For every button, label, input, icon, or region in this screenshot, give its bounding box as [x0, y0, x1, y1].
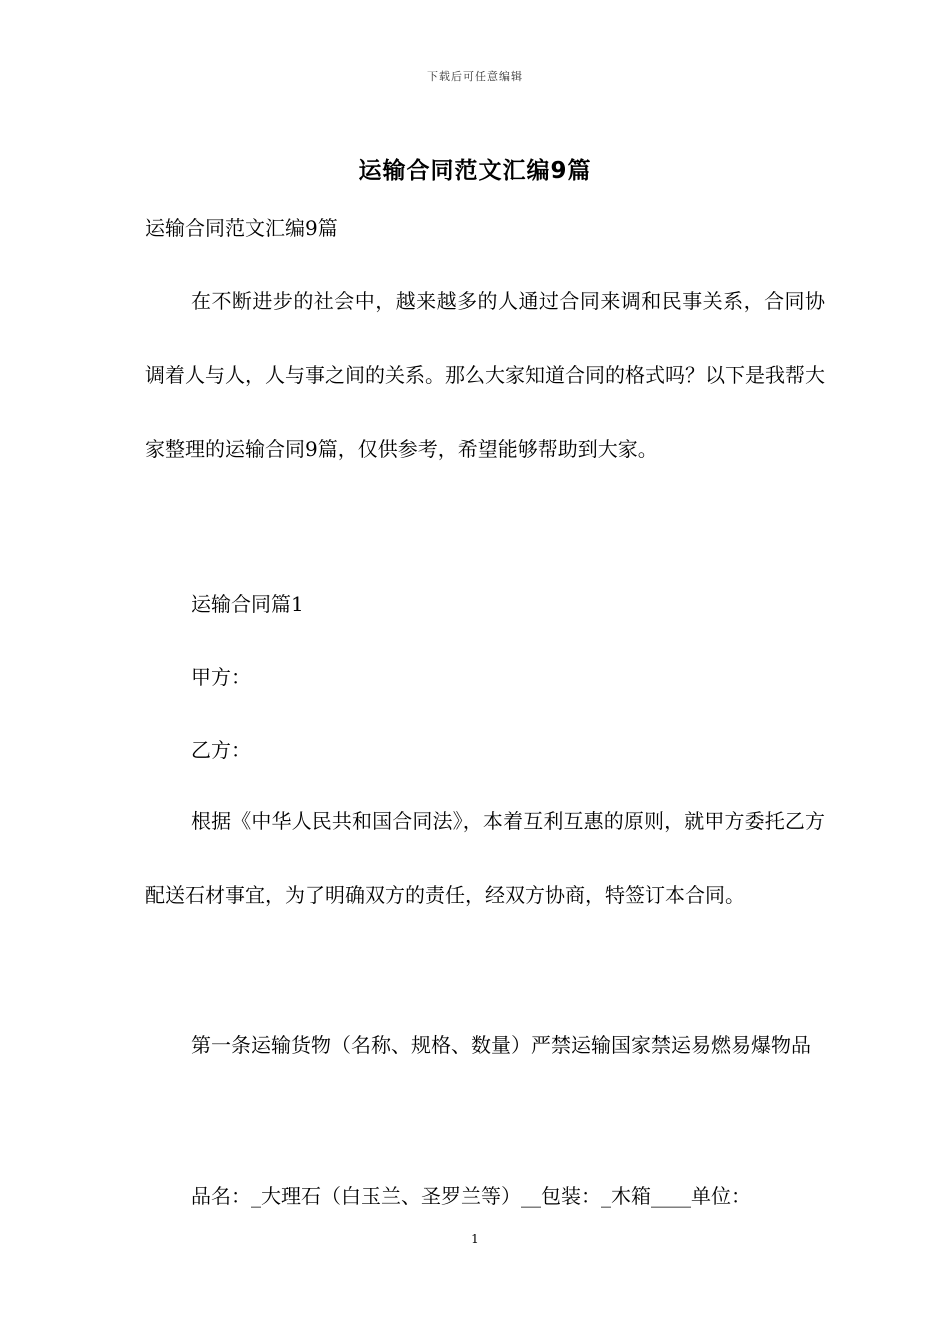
product-line: 品名：_大理石（白玉兰、圣罗兰等）__包装：_木箱____单位：: [191, 1184, 751, 1208]
intro-paragraph: 在不断进步的社会中，越来越多的人通过合同来调和民事关系，合同协调着人与人，人与事之间的关系。那么大家知道合同的格式吗？以下是我帮大家整理的运输合同9篇，仅供参考，希望能够帮助到大家。: [145, 289, 825, 461]
party-b-label: 乙方：: [191, 738, 251, 762]
basis-paragraph: 根据《中华人民共和国合同法》，本着互利互惠的原则，就甲方委托乙方配送石材事宜，为了明确双方的责任，经双方协商，特签订本合同。: [145, 809, 825, 907]
party-a-label: 甲方：: [191, 665, 251, 689]
article-1-paragraph: 第一条运输货物（名称、规格、数量）严禁运输国家禁运易燃易爆物品: [191, 1033, 811, 1057]
document-title: 运输合同范文汇编9篇: [358, 158, 592, 184]
document-subtitle: 运输合同范文汇编9篇: [145, 216, 338, 240]
section-heading: 运输合同篇1: [191, 592, 304, 616]
page-number: 1: [471, 1232, 479, 1246]
header-note: 下载后可任意编辑: [427, 70, 523, 83]
